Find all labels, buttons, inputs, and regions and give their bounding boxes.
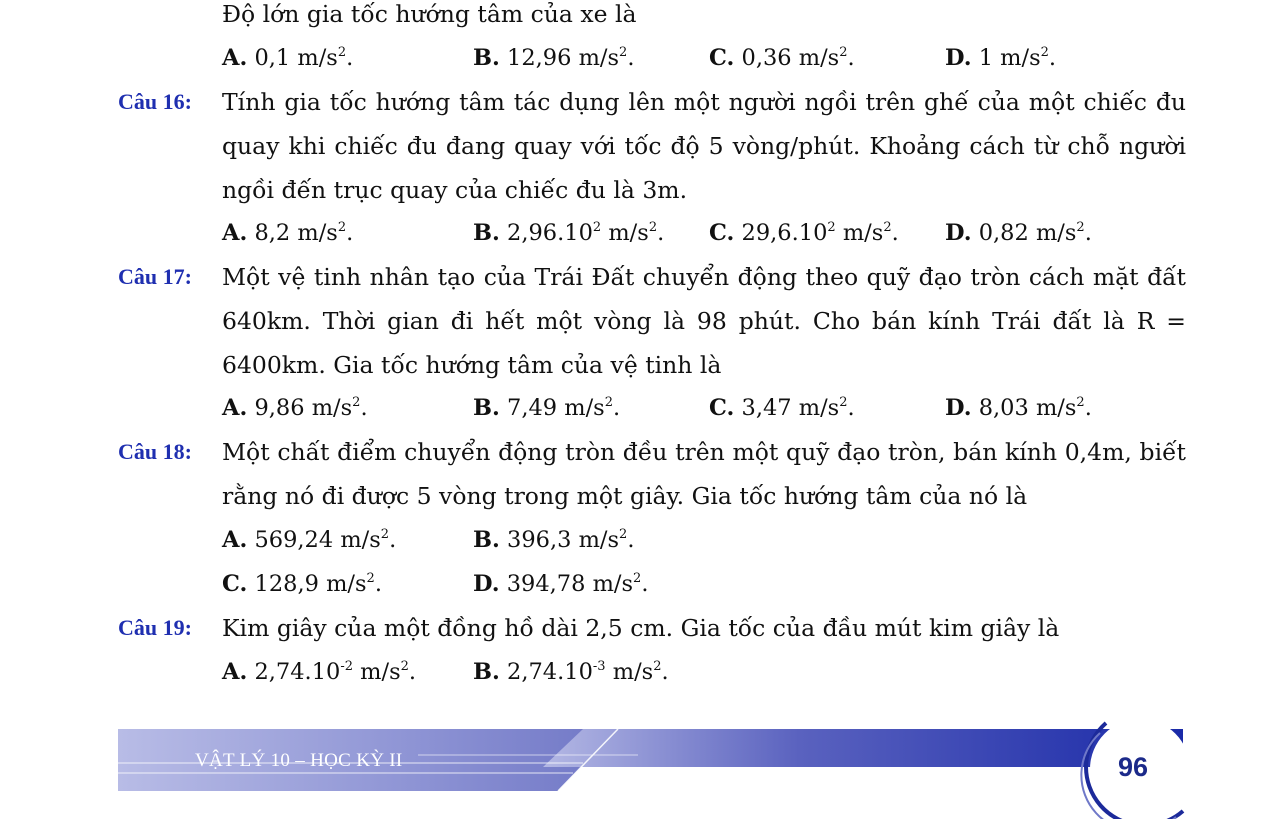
option-B: B. 7,49 $m/s^2$. [473, 395, 621, 421]
option-C: C. 128,9 $m/s^2$. [222, 571, 382, 597]
option-D: D. 394,78 $m/s^2$. [473, 571, 649, 597]
option-A: A. 0,1 $m/s^2$. [222, 45, 354, 71]
option-B: B. 396,3 $m/s^2$. [473, 527, 635, 553]
option-C: C. 3,47 $m/s^2$. [709, 395, 855, 421]
option-B: B. 2,96.10$^2$ $m/s^2$. [473, 220, 665, 246]
question-stem: Một vệ tinh nhân tạo của Trái Đất chuyển động theo quỹ đạo tròn cách mặt đất 640km. Thời gian đi hết một vòng là 98 phút. Cho bán kính Trái đất là R = 6400km. Gia tốc hướng tâm của vệ tinh là [222, 263, 1186, 379]
footer-title: VẬT LÝ 10 – HỌC KỲ II [195, 750, 403, 771]
question-label: Câu 16: [118, 89, 192, 114]
option-A: A. 569,24 $m/s^2$. [222, 527, 397, 553]
question-label: Câu 17: [118, 264, 192, 289]
intro-line: Độ lớn gia tốc hướng tâm của xe là [222, 0, 637, 28]
option-D: D. 0,82 $m/s^2$. [945, 220, 1092, 246]
option-A: A. 8,2 $m/s^2$. [222, 220, 354, 246]
question-stem: Tính gia tốc hướng tâm tác dụng lên một người ngồi trên ghế của một chiếc đu quay khi chiếc đu đang quay với tốc độ 5 vòng/phút. Khoảng cách từ chỗ người ngồi đến trục quay của chiếc đu là 3m. [222, 88, 1186, 204]
question-stem: Kim giây của một đồng hồ dài 2,5 cm. Gia tốc của đầu mút kim giây là [222, 614, 1060, 642]
option-D: D. 8,03 $m/s^2$. [945, 395, 1092, 421]
option-D: D. 1 $m/s^2$. [945, 45, 1057, 71]
option-A: A. $2,74.10^{-2}$ $m/s^2$. [222, 659, 417, 685]
question-stem: Một chất điểm chuyển động tròn đều trên một quỹ đạo tròn, bán kính 0,4m, biết rằng nó đi được 5 vòng trong một giây. Gia tốc hướng tâm của nó là [222, 438, 1186, 510]
option-A: A. 9,86 $m/s^2$. [222, 395, 368, 421]
option-C: C. 0,36 $m/s^2$. [709, 45, 855, 71]
question-label: Câu 18: [118, 439, 192, 464]
question-label: Câu 19: [118, 615, 192, 640]
option-C: C. 29,6.10$^2$ $m/s^2$. [709, 220, 899, 246]
option-B: B. $2,74.10^{-3}$ $m/s^2$. [473, 659, 669, 685]
page-number: 96 [1118, 752, 1149, 782]
option-B: B. 12,96 $m/s^2$. [473, 45, 635, 71]
